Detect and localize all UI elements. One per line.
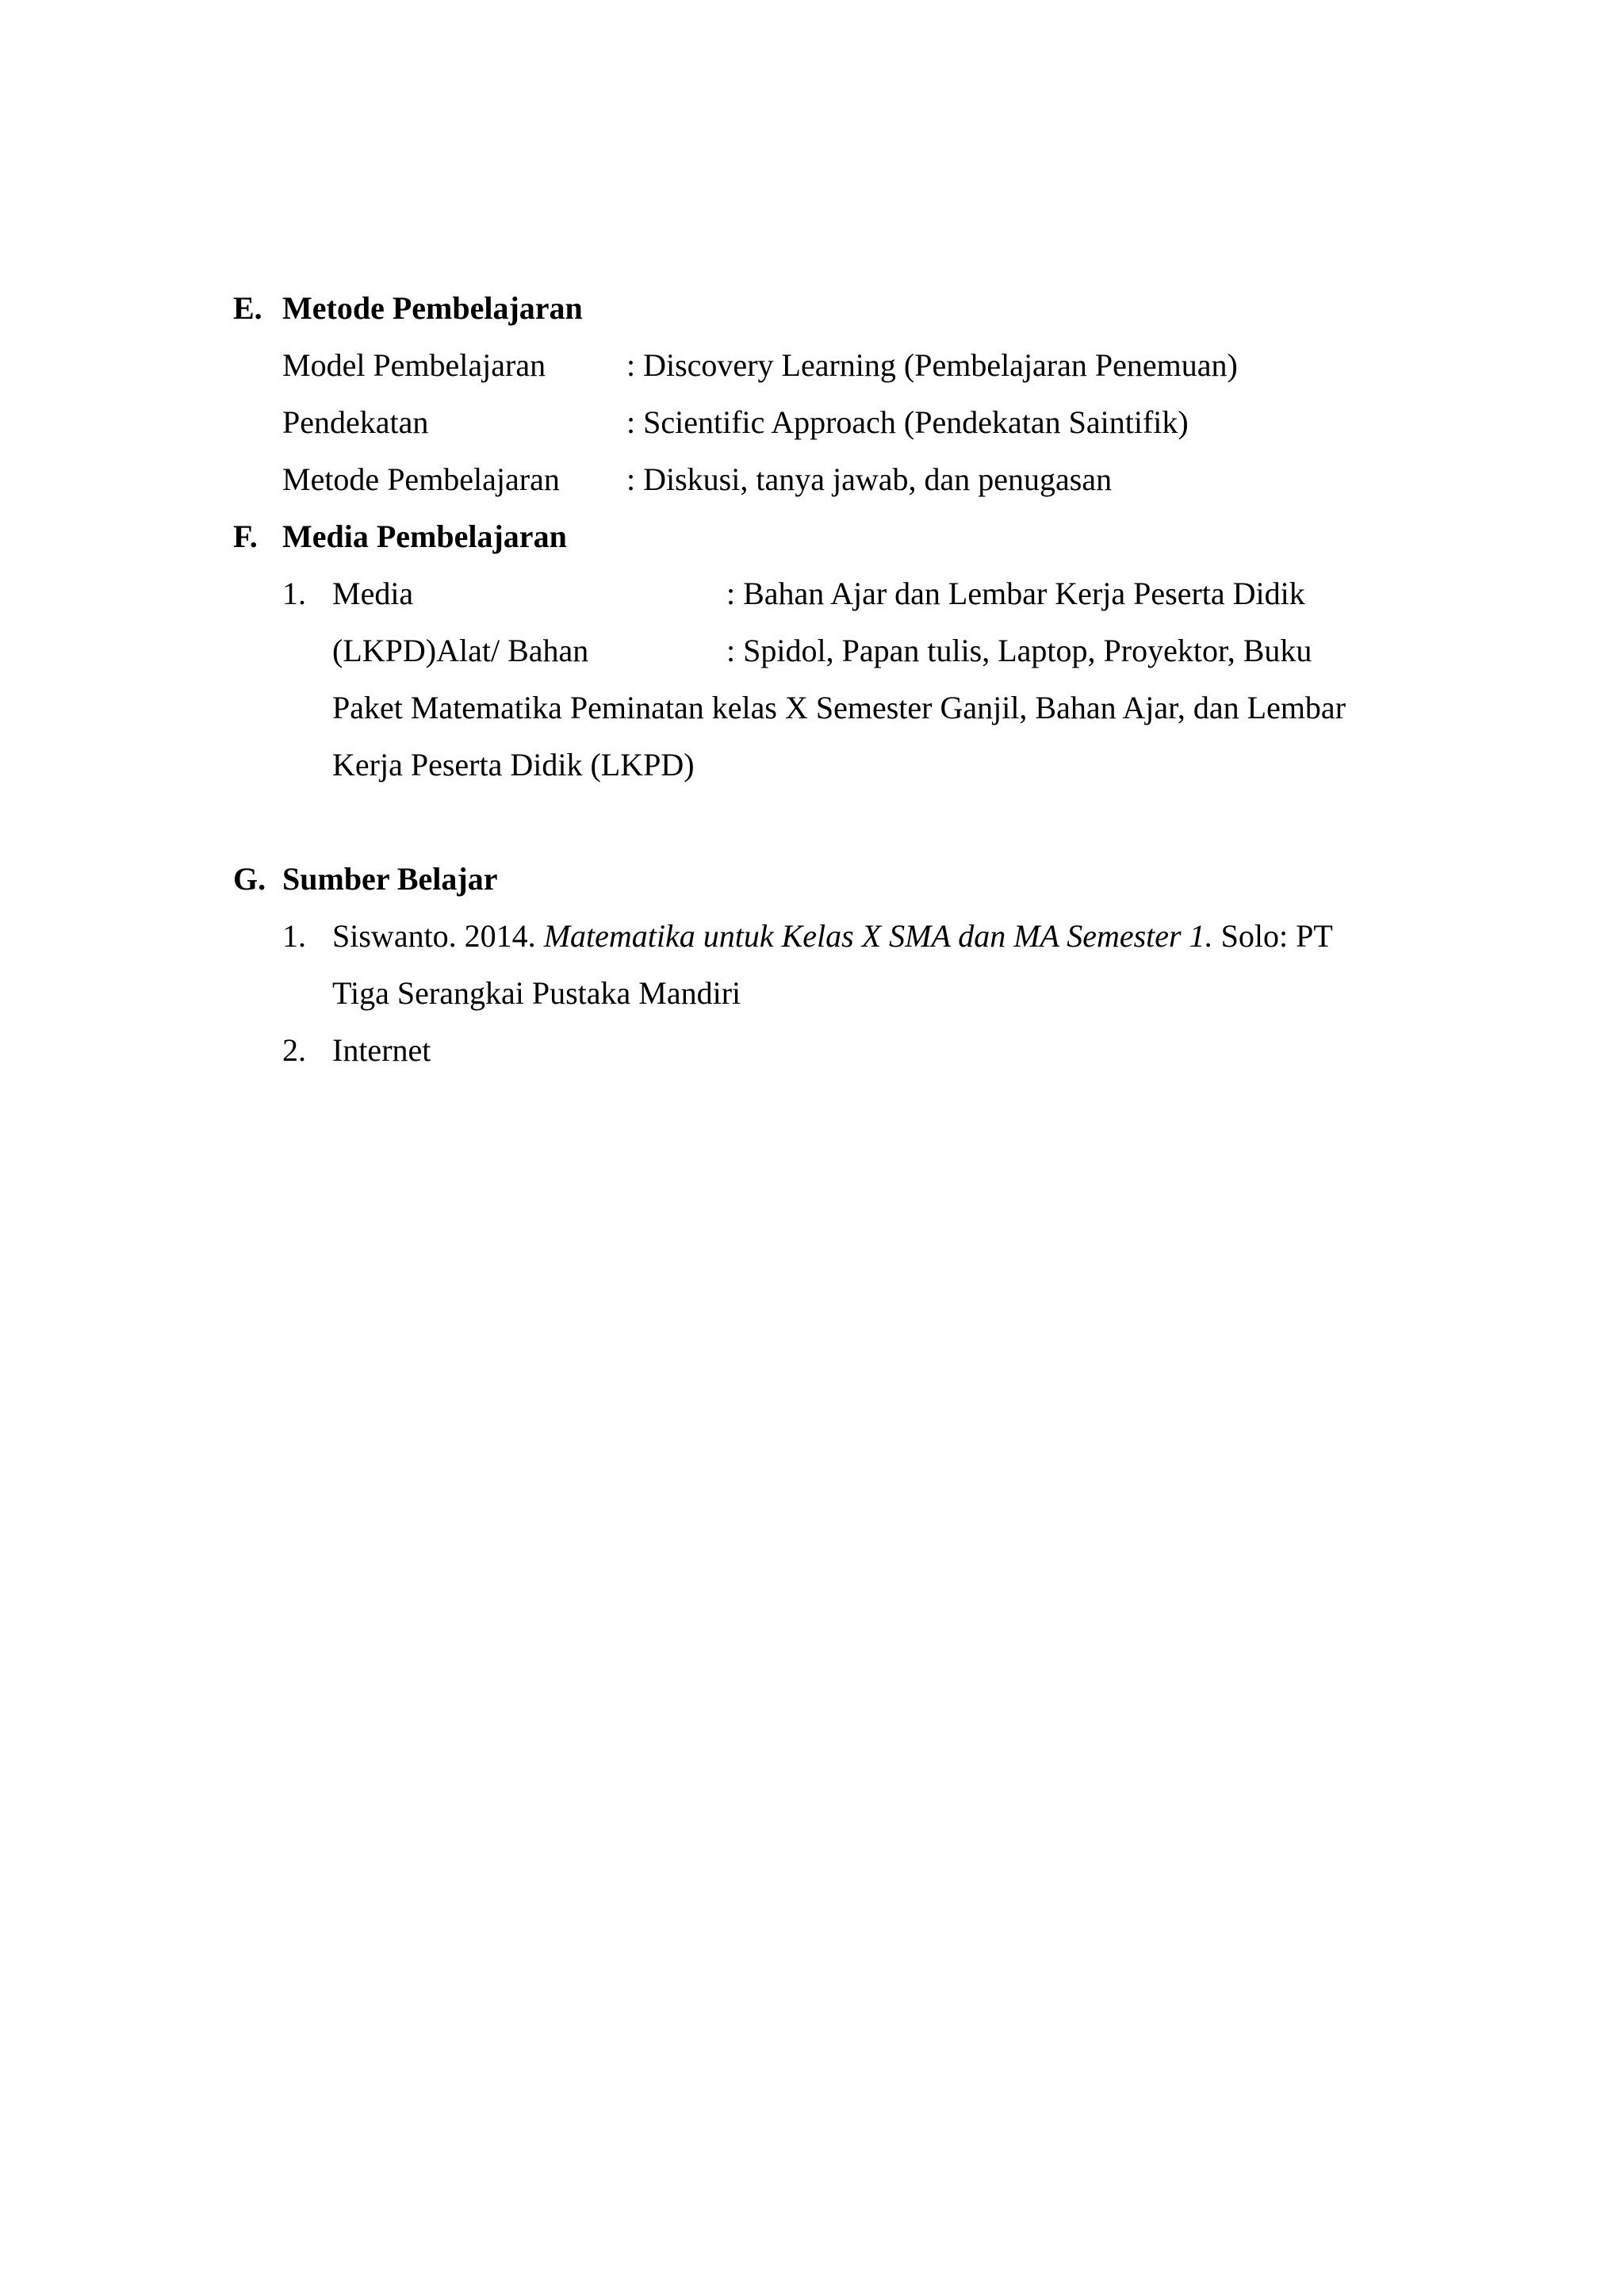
model-pembelajaran-label: Model Pembelajaran xyxy=(282,347,546,383)
source-1-book-title: Matematika untuk Kelas X SMA dan MA Semester 1. xyxy=(543,918,1213,954)
section-g-title: Sumber Belajar xyxy=(282,861,498,897)
section-e-title: Metode Pembelajaran xyxy=(282,290,583,326)
media-value: : Bahan Ajar dan Lembar Kerja Peserta Didik xyxy=(726,576,1305,611)
alat-bahan-value: : Spidol, Papan tulis, Laptop, Proyektor, Buku xyxy=(726,633,1312,668)
alat-bahan-continuation-2: Kerja Peserta Didik (LKPD) xyxy=(332,747,695,783)
source-1-publisher: Tiga Serangkai Pustaka Mandiri xyxy=(332,975,741,1011)
source-1-prefix: Siswanto. 2014. xyxy=(332,918,544,954)
section-g-letter: G. xyxy=(233,861,266,897)
pendekatan-value: : Scientific Approach (Pendekatan Saintifik) xyxy=(626,404,1189,440)
source-1-citation xyxy=(332,920,1333,952)
section-f-title: Media Pembelajaran xyxy=(282,519,567,554)
alat-bahan-continuation: Paket Matematika Peminatan kelas X Semester Ganjil, Bahan Ajar, dan Lembar xyxy=(332,690,1346,725)
metode-pembelajaran-label: Metode Pembelajaran xyxy=(282,461,560,497)
media-item-number: 1. xyxy=(282,576,306,611)
metode-pembelajaran-value: : Diskusi, tanya jawab, dan penugasan xyxy=(626,461,1113,497)
pendekatan-label: Pendekatan xyxy=(282,404,429,440)
alat-bahan-label: (LKPD)Alat/ Bahan xyxy=(332,633,589,668)
section-f-letter: F. xyxy=(233,519,258,554)
model-pembelajaran-value: : Discovery Learning (Pembelajaran Penemuan) xyxy=(626,347,1238,383)
source-2-number: 2. xyxy=(282,1032,306,1068)
source-1-suffix: Solo: PT xyxy=(1212,918,1333,954)
section-e-letter: E. xyxy=(233,290,262,326)
source-2-text: Internet xyxy=(332,1032,431,1068)
source-1-number: 1. xyxy=(282,918,306,954)
media-label: Media xyxy=(332,576,414,611)
